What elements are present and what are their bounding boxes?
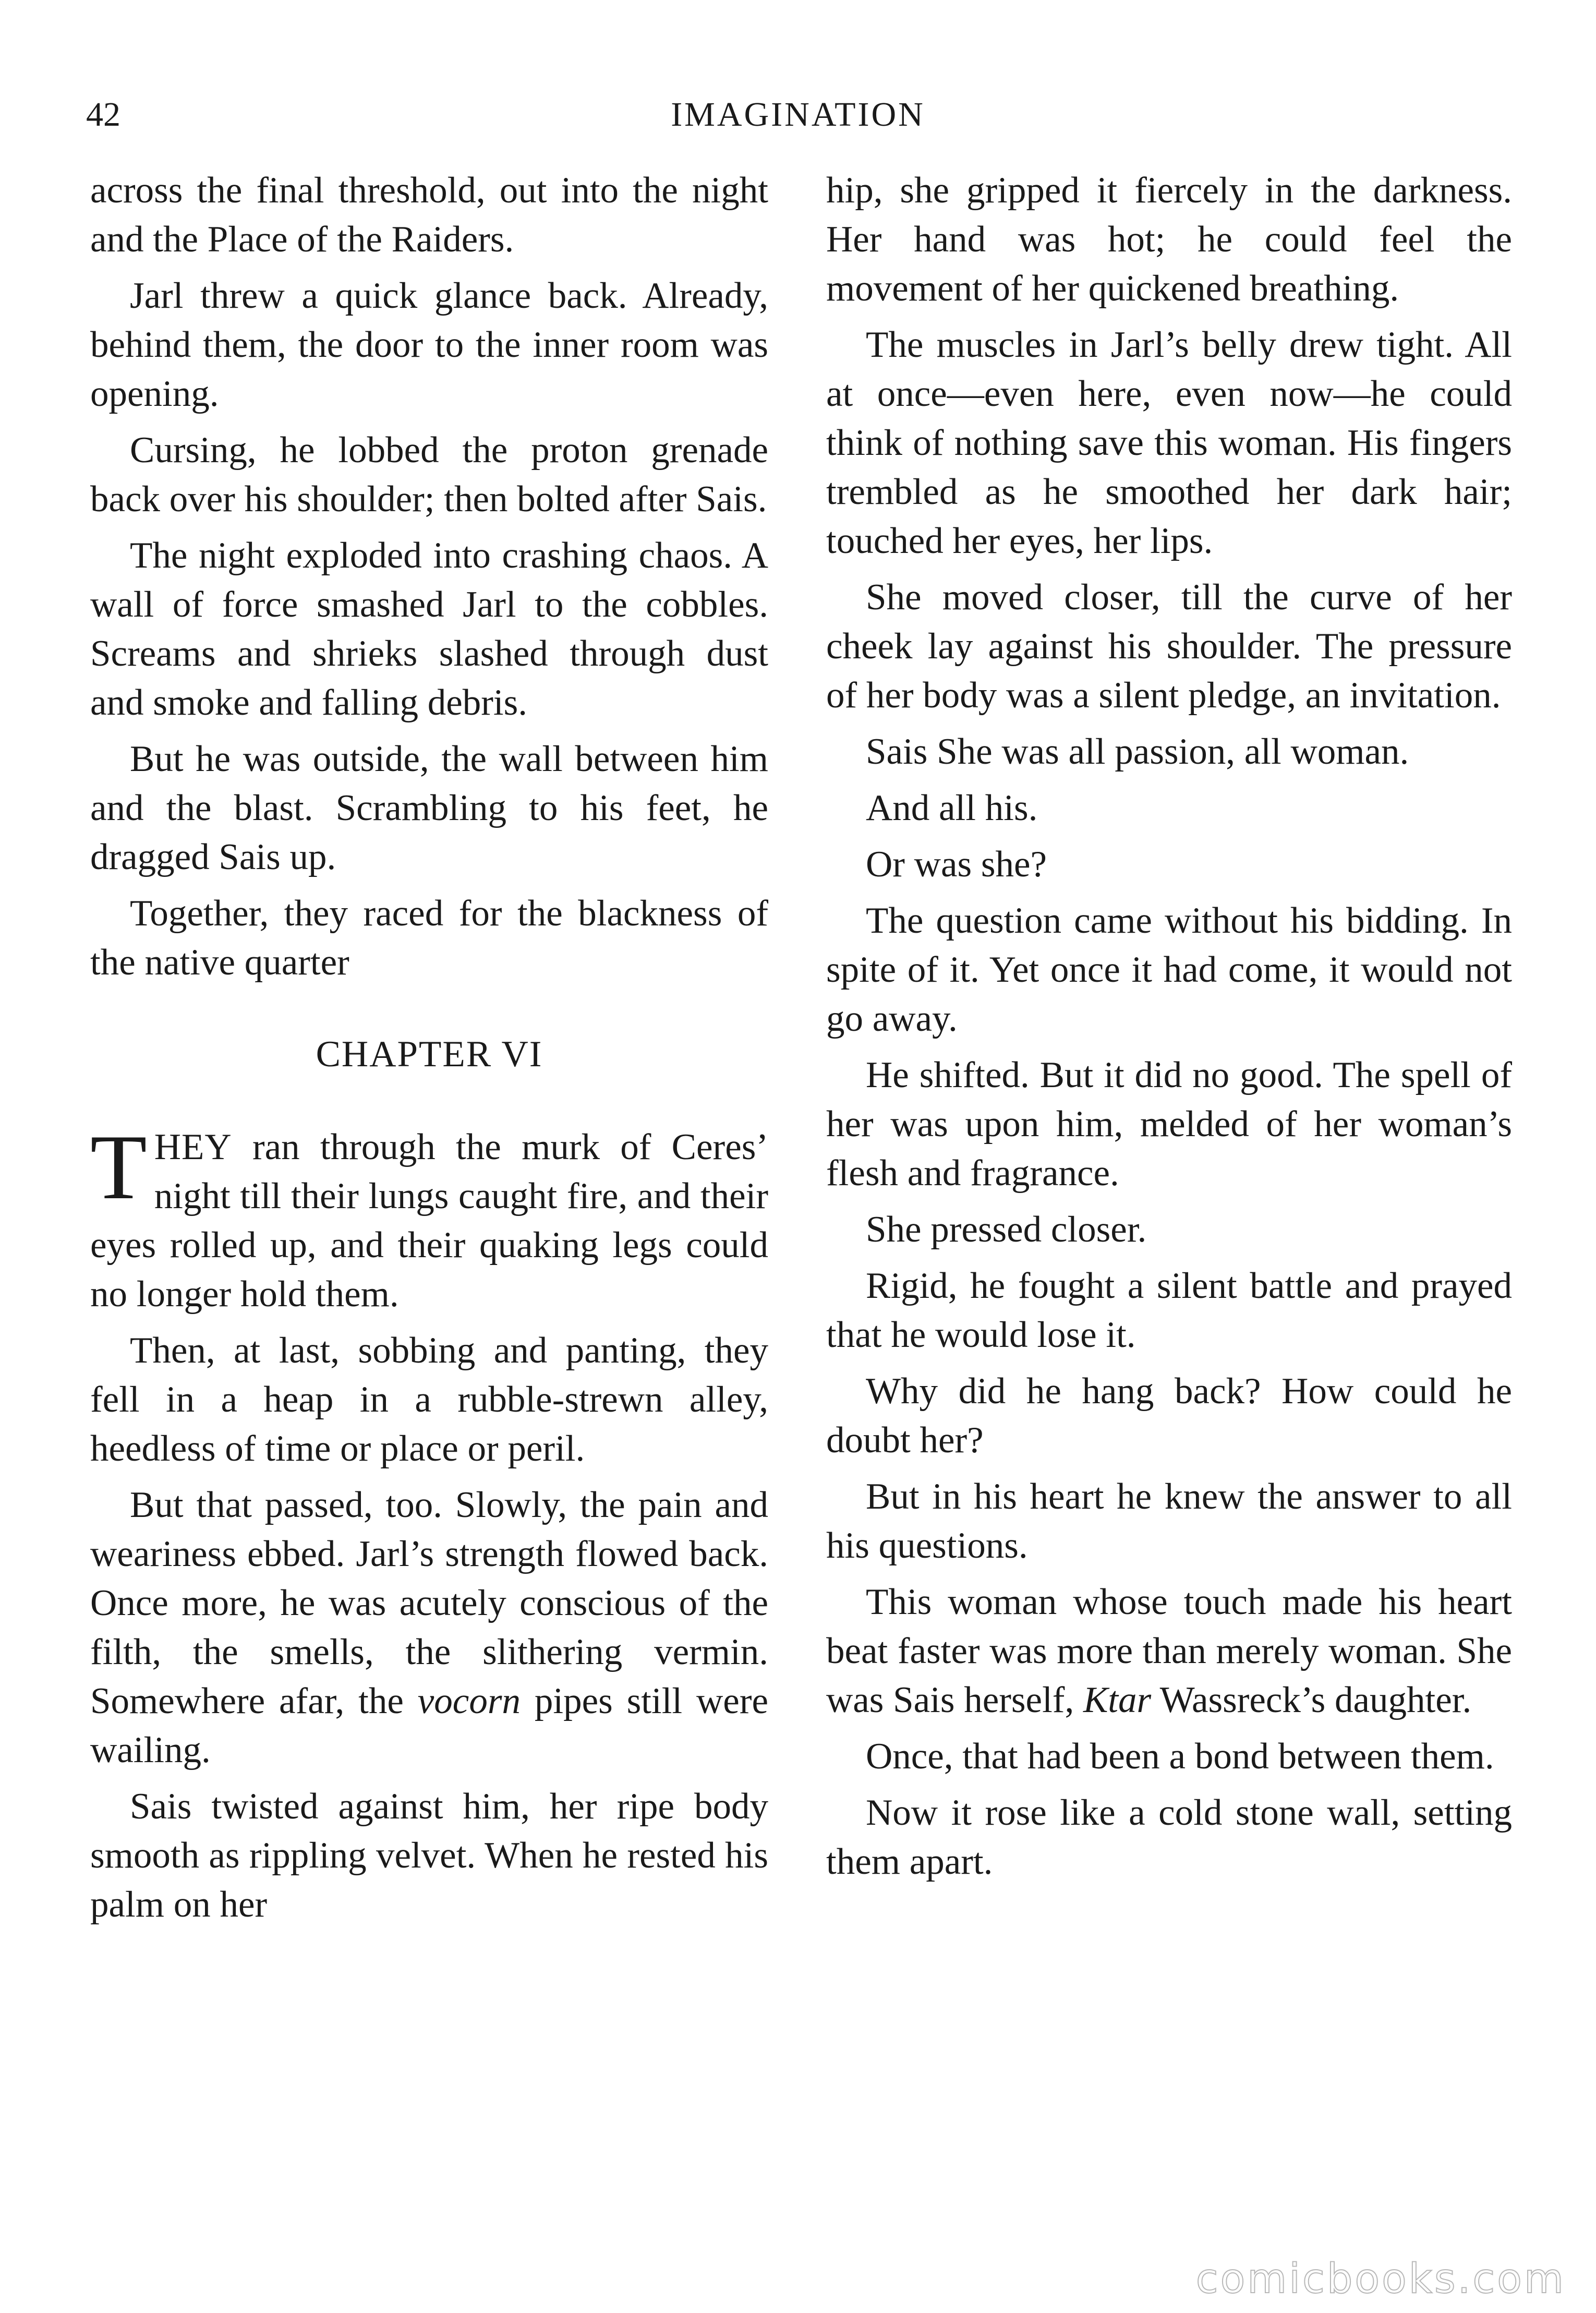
paragraph: Now it rose like a cold stone wall, setting them apart.	[826, 1792, 1512, 1882]
paragraph: The muscles in Jarl’s belly drew tight. All at once—even here, even now—he could think of nothing save this woman. His fingers trembled as he smoothed her dark hair; touched her eyes, her lips.	[826, 324, 1512, 561]
page-header	[0, 89, 1596, 141]
paragraph: hip, she gripped it fiercely in the darkness. Her hand was hot; he could feel the movement of her quickened breathing.	[826, 170, 1512, 309]
paragraph: Together, they raced for the blackness of the native quarter	[90, 893, 768, 983]
page-number: 42	[86, 95, 120, 134]
running-head: IMAGINATION	[671, 95, 925, 134]
paragraph	[826, 1577, 1512, 1725]
chapter-heading: CHAPTER VI	[316, 1034, 543, 1075]
paragraph-text-tail: Wassreck’s daughter.	[1151, 1680, 1472, 1720]
left-column	[90, 166, 768, 1936]
paragraph: across the final threshold, out into the night and the Place of the Raiders.	[90, 170, 768, 260]
paragraph: Sais She was all passion, all woman.	[866, 731, 1409, 772]
paragraph: Or was she?	[866, 844, 1047, 885]
paragraph: But in his heart he knew the answer to all his questions.	[826, 1476, 1512, 1566]
watermark: comicbooks.com	[1195, 2256, 1566, 2303]
paragraph-text: This woman whose touch made his heart beat faster was more than merely woman. She was Sais herself,	[826, 1582, 1512, 1720]
paragraph: The night exploded into crashing chaos. A wall of force smashed Jarl to the cobbles. Screams and shrieks slashed through dust and smoke and falling debris.	[90, 535, 768, 723]
italic-term: vocorn	[417, 1681, 521, 1721]
paragraph: Jarl threw a quick glance back. Already, behind them, the door to the inner room was opening.	[90, 275, 768, 414]
paragraph: She moved closer, till the curve of her cheek lay against his shoulder. The pressure of her body was a silent pledge, an invitation.	[826, 577, 1512, 716]
paragraph-text: But that passed, too. Slowly, the pain and weariness ebbed. Jarl’s strength flowed back. Once more, he was acutely conscious of the filth, the smells, the slithering vermin. Somewhere afar, the	[90, 1485, 768, 1721]
paragraph: He shifted. But it did no good. The spell of her was upon him, melded of her woman’s flesh and fragrance.	[826, 1055, 1512, 1194]
paragraph	[90, 1480, 768, 1775]
italic-term: Ktar	[1083, 1680, 1152, 1720]
chapter-opening-paragraph	[90, 1115, 768, 1319]
paragraph: The question came without his bidding. In spite of it. Yet once it had come, it would not go away.	[826, 900, 1512, 1039]
right-column	[826, 166, 1512, 1894]
paragraph: Once, that had been a bond between them.	[866, 1736, 1494, 1777]
paragraph: Why did he hang back? How could he doubt her?	[826, 1371, 1512, 1461]
opening-text: ran through the murk of Ceres’ night till their lungs caught fire, and their eyes rolled up, and their quaking legs could no longer hold them.	[90, 1127, 768, 1315]
paragraph: But he was outside, the wall between him and the blast. Scrambling to his feet, he dragged Sais up.	[90, 739, 768, 877]
paragraph-text-tail: pipes still were wailing.	[90, 1681, 768, 1770]
paragraph: Rigid, he fought a silent battle and prayed that he would lose it.	[826, 1266, 1512, 1355]
drop-cap: T	[90, 1115, 147, 1219]
paragraph: She pressed closer.	[866, 1209, 1147, 1250]
paragraph: Cursing, he lobbed the proton grenade back over his shoulder; then bolted after Sais.	[90, 430, 768, 520]
opening-words: HEY	[154, 1127, 232, 1167]
paragraph: And all his.	[866, 788, 1038, 828]
paragraph: Then, at last, sobbing and panting, they fell in a heap in a rubble-strewn alley, heedless of time or place or peril.	[90, 1330, 768, 1469]
paragraph: Sais twisted against him, her ripe body smooth as rippling velvet. When he rested his palm on her	[90, 1786, 768, 1925]
